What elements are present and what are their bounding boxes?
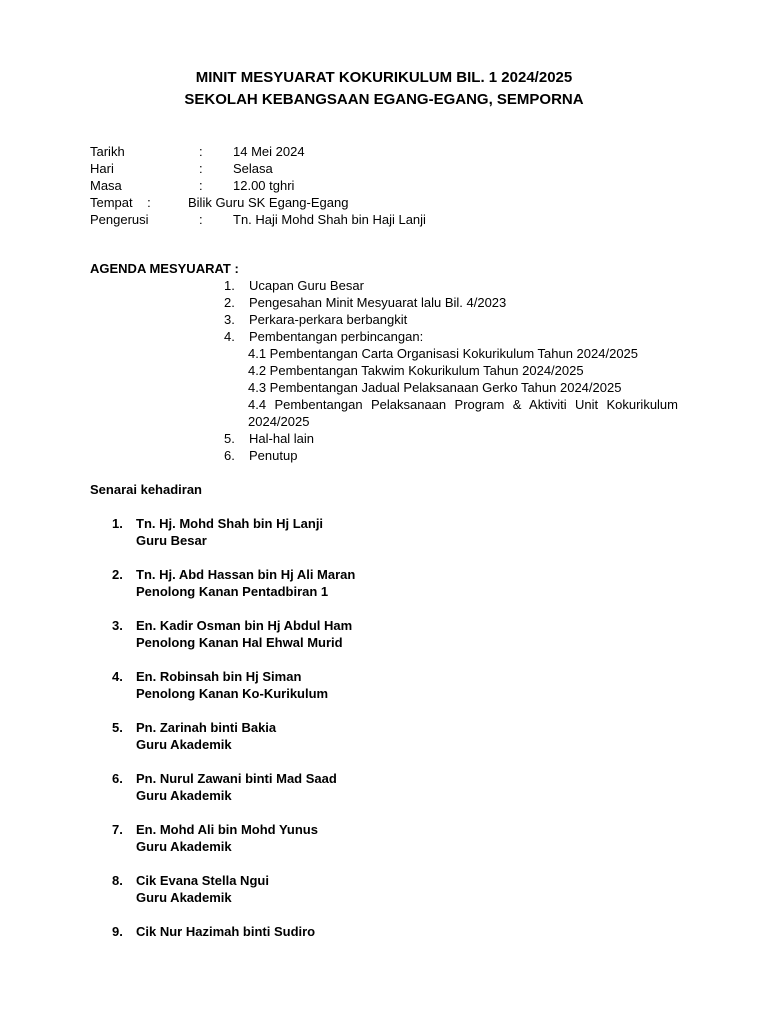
attendee	[112, 668, 355, 719]
meta-label: Masa	[90, 178, 122, 193]
attendee-role: Guru Akademik	[136, 890, 232, 905]
attendee-name: Pn. Zarinah binti Bakia	[136, 720, 277, 735]
attendee-role: Guru Akademik	[136, 839, 232, 854]
attendee-number: 8.	[112, 873, 123, 888]
agenda-subitem: 4.4 Pembentangan Pelaksanaan Program & Aktiviti Unit Kokurikulum 2024/2025	[248, 397, 678, 429]
attendee-number: 3.	[112, 618, 123, 633]
attendee	[112, 566, 355, 617]
agenda-number: 1.	[224, 278, 235, 293]
meta-label: Pengerusi	[90, 212, 149, 227]
agenda-text: Pengesahan Minit Mesyuarat lalu Bil. 4/2023	[249, 295, 507, 310]
agenda-heading: AGENDA MESYUARAT :	[90, 261, 239, 276]
agenda-text: Penutup	[249, 448, 298, 463]
attendee-number: 7.	[112, 822, 123, 837]
agenda-item	[224, 328, 678, 345]
attendee-name: Pn. Nurul Zawani binti Mad Saad	[136, 771, 337, 786]
attendance-heading: Senarai kehadiran	[90, 482, 202, 497]
agenda-number: 5.	[224, 431, 235, 446]
agenda-text: Perkara-perkara berbangkit	[249, 312, 408, 327]
attendee	[112, 617, 355, 668]
meta-value: 12.00 tghri	[233, 178, 295, 193]
attendee-role: Penolong Kanan Ko-Kurikulum	[136, 686, 329, 701]
agenda-subitem: 4.2 Pembentangan Takwim Kokurikulum Tahun 2024/2025	[248, 363, 584, 378]
attendee	[112, 872, 355, 923]
meta-label: Hari	[90, 161, 114, 176]
agenda-number: 3.	[224, 312, 235, 327]
agenda-subitem: 4.1 Pembentangan Carta Organisasi Kokurikulum Tahun 2024/2025	[248, 346, 639, 361]
attendee-role: Guru Akademik	[136, 737, 232, 752]
attendee	[112, 821, 355, 872]
attendee-name: En. Mohd Ali bin Mohd Yunus	[136, 822, 318, 837]
meta-value: Selasa	[233, 161, 273, 176]
attendee	[112, 515, 355, 566]
meta-value: Tn. Haji Mohd Shah bin Haji Lanji	[233, 212, 426, 227]
attendee-name: Tn. Hj. Abd Hassan bin Hj Ali Maran	[136, 567, 356, 582]
attendee-number: 4.	[112, 669, 123, 684]
agenda-text: Hal-hal lain	[249, 431, 315, 446]
agenda-item	[224, 311, 678, 328]
meta-colon: :	[199, 178, 203, 193]
agenda-subitem: 4.3 Pembentangan Jadual Pelaksanaan Gerko Tahun 2024/2025	[248, 380, 622, 395]
meta-label: Tarikh	[90, 144, 125, 159]
agenda-text: Pembentangan perbincangan:	[249, 329, 424, 344]
attendee-number: 2.	[112, 567, 123, 582]
attendee-name: Cik Nur Hazimah binti Sudiro	[136, 924, 316, 939]
agenda-list	[224, 277, 678, 464]
agenda-number: 4.	[224, 329, 235, 344]
attendee	[112, 923, 355, 974]
meta-colon: :	[199, 144, 203, 159]
agenda-number: 6.	[224, 448, 235, 463]
attendee-role: Penolong Kanan Pentadbiran 1	[136, 584, 329, 599]
attendee-role: Guru Akademik	[136, 788, 232, 803]
meta-value: Bilik Guru SK Egang-Egang	[188, 195, 349, 210]
attendee-name: En. Robinsah bin Hj Siman	[136, 669, 302, 684]
attendance-list	[112, 515, 355, 974]
meta-label: Tempat :	[90, 195, 151, 210]
attendee-role: Penolong Kanan Hal Ehwal Murid	[136, 635, 343, 650]
attendee-number: 1.	[112, 516, 123, 531]
agenda-text: Ucapan Guru Besar	[249, 278, 364, 293]
agenda-item	[224, 294, 678, 311]
attendee	[112, 770, 355, 821]
agenda-number: 2.	[224, 295, 235, 310]
attendee-name: En. Kadir Osman bin Hj Abdul Ham	[136, 618, 353, 633]
document-subtitle: SEKOLAH KEBANGSAAN EGANG-EGANG, SEMPORNA	[184, 91, 584, 108]
attendee	[112, 719, 355, 770]
meta-value: 14 Mei 2024	[233, 144, 305, 159]
agenda-item	[224, 277, 678, 294]
attendee-name: Cik Evana Stella Ngui	[136, 873, 269, 888]
agenda-item	[224, 430, 678, 447]
attendee-number: 5.	[112, 720, 123, 735]
attendee-name: Tn. Hj. Mohd Shah bin Hj Lanji	[136, 516, 324, 531]
document-title: MINIT MESYUARAT KOKURIKULUM BIL. 1 2024/2025	[195, 69, 573, 86]
attendee-number: 9.	[112, 924, 123, 939]
attendee-role: Guru Besar	[136, 533, 207, 548]
attendee-number: 6.	[112, 771, 123, 786]
meta-colon: :	[199, 212, 203, 227]
agenda-item	[224, 447, 678, 464]
meta-colon: :	[199, 161, 203, 176]
